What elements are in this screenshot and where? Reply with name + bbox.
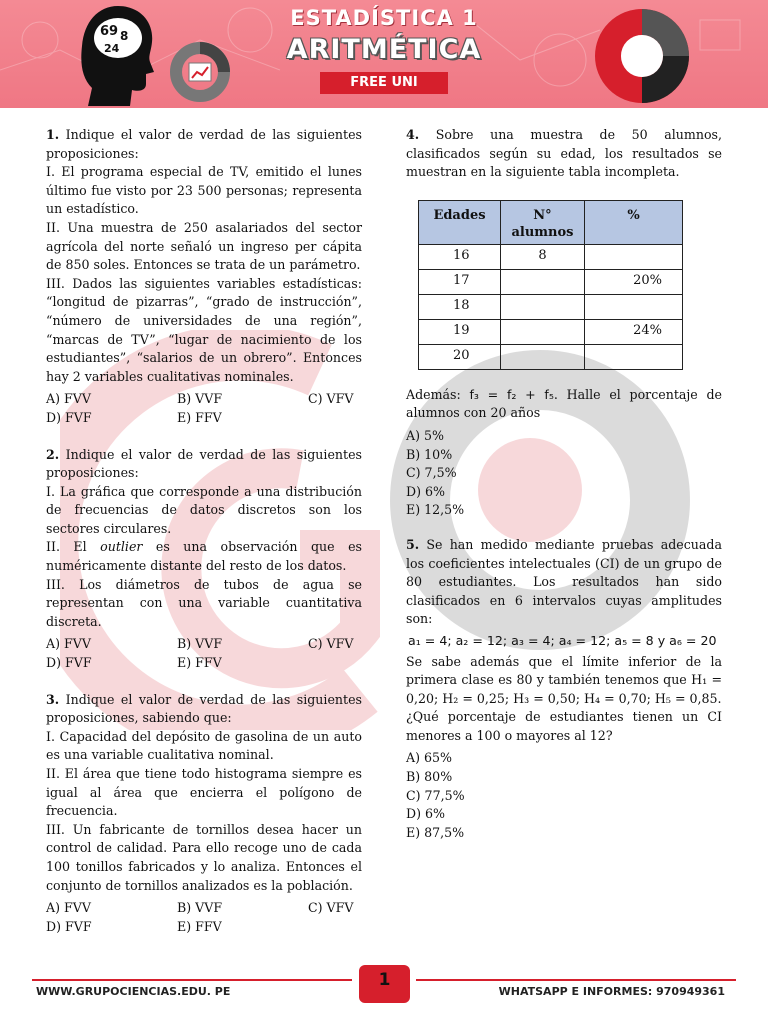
right-column bbox=[406, 126, 722, 842]
question-intro: Sobre una muestra de 50 alumnos, clasificados según su edad, los resultados se muestran en la siguiente tabla incompleta. bbox=[406, 127, 722, 180]
option-e[interactable]: E) FFV bbox=[177, 918, 222, 934]
answer-options bbox=[46, 635, 362, 672]
table-row bbox=[419, 244, 683, 269]
table-cell: 16 bbox=[419, 244, 501, 269]
option-c[interactable]: C) 77,5% bbox=[406, 787, 465, 803]
proposition-2: II. El área que tiene todo histograma siempre es igual al área que encierra el polígono de frecuencia. bbox=[46, 766, 362, 819]
question-intro: Indique el valor de verdad de las siguientes proposiciones, sabiendo que: bbox=[46, 691, 362, 726]
footer-contact: WHATSAPP E INFORMES: 970949361 bbox=[498, 985, 725, 998]
option-d[interactable]: D) FVF bbox=[46, 655, 92, 671]
column-header-edades: Edades bbox=[419, 200, 501, 244]
option-d[interactable]: D) 6% bbox=[406, 483, 445, 499]
question-statement bbox=[46, 446, 362, 483]
table-cell bbox=[585, 294, 683, 319]
question-number: 5. bbox=[406, 536, 420, 552]
option-a[interactable]: A) FVV bbox=[46, 636, 91, 652]
option-e[interactable]: E) 12,5% bbox=[406, 502, 465, 518]
table-cell bbox=[585, 344, 683, 369]
question-condition: Además: f₃ = f₂ + f₅. Halle el porcentaje de alumnos con 20 años bbox=[406, 386, 722, 421]
option-e[interactable]: E) 87,5% bbox=[406, 824, 465, 840]
option-c[interactable]: C) VFV bbox=[308, 636, 354, 652]
question-statement bbox=[46, 126, 362, 163]
question-number: 3. bbox=[46, 691, 60, 707]
proposition-2: II. Una muestra de 250 asalariados del sector agrícola del norte señaló un ingreso per cápita de 850 soles. Entonces se trata de un parámetro. bbox=[46, 219, 362, 273]
table-cell: 24% bbox=[585, 319, 683, 344]
option-b[interactable]: B) VVF bbox=[177, 636, 223, 652]
course-title: ESTADÍSTICA 1 bbox=[290, 6, 478, 30]
proposition-2: II. El outlier es una observación que es numéricamente distante del resto de los datos. bbox=[46, 539, 362, 574]
option-a[interactable]: A) FVV bbox=[46, 391, 91, 407]
option-e[interactable]: E) FFV bbox=[177, 409, 222, 425]
table-cell: 18 bbox=[419, 294, 501, 319]
table-cell: 19 bbox=[419, 319, 501, 344]
option-c[interactable]: C) VFV bbox=[308, 900, 354, 916]
question-intro: Se han medido mediante pruebas adecuada los coeficientes intelectuales (CI) de un grupo de 80 estudiantes. Los resultados han sido clasificados en 6 intervalos cuyas amplitudes son: bbox=[406, 536, 722, 627]
proposition-1: I. La gráfica que corresponde a una distribución de frecuencias de datos discretos son los sectores circulares. bbox=[46, 483, 362, 536]
question-number: 4. bbox=[406, 127, 420, 142]
svg-text:69: 69 bbox=[100, 24, 119, 39]
column-header-percent: % bbox=[585, 200, 683, 244]
option-b[interactable]: B) 80% bbox=[406, 769, 453, 785]
proposition-1: I. El programa especial de TV, emitido el lunes último fue visto por 23 500 personas; representa un estadístico. bbox=[46, 164, 362, 217]
option-d[interactable]: D) 6% bbox=[406, 806, 445, 822]
table-cell: 20% bbox=[585, 269, 683, 294]
table-cell bbox=[501, 294, 585, 319]
table-row bbox=[419, 269, 683, 294]
question-statement bbox=[46, 691, 362, 728]
column-header-alumnos: N° alumnos bbox=[501, 200, 585, 244]
proposition-3: III. Dados las siguientes variables estadísticas: “longitud de pizarras”, “grado de instrucción”, “número de universidades de una región”, “marcas de TV”, “lugar de nacimiento de los estudiantes”, “salarios de un obrero”. Entonces hay 2 variables cualitativas nominales. bbox=[46, 275, 362, 384]
header-banner bbox=[0, 0, 768, 108]
amplitudes-formula: a₁ = 4; a₂ = 12; a₃ = 4; a₄ = 12; a₅ = 8 y a₆ = 20 bbox=[408, 632, 717, 648]
condition-formula: f₃ = f₂ + f₅ bbox=[469, 386, 554, 402]
table-header-row bbox=[419, 200, 683, 244]
footer-website-link[interactable]: WWW.GRUPOCIENCIAS.EDU. PE bbox=[36, 985, 231, 998]
option-a[interactable]: A) 65% bbox=[406, 750, 453, 766]
answer-options bbox=[406, 749, 722, 842]
table-cell bbox=[501, 319, 585, 344]
question-statement bbox=[406, 126, 722, 182]
svg-text:8: 8 bbox=[120, 29, 129, 43]
answer-options bbox=[46, 390, 362, 427]
question-2 bbox=[46, 446, 362, 673]
table-row bbox=[419, 294, 683, 319]
page-number: 1 bbox=[359, 965, 410, 1003]
option-c[interactable]: C) VFV bbox=[308, 391, 354, 407]
question-4 bbox=[406, 126, 722, 520]
question-number: 1. bbox=[46, 127, 60, 142]
left-column bbox=[46, 126, 362, 936]
option-e[interactable]: E) FFV bbox=[177, 655, 222, 671]
subject-title: ARITMÉTICA bbox=[286, 34, 482, 65]
question-info: Se sabe además que el límite inferior de la primera clase es 80 y también tenemos que H₁ = 0,20; H₂ = 0,25; H₃ = 0,50; H₄ = 0,70; H₅ = 0,85. bbox=[406, 653, 722, 706]
free-uni-badge: FREE UNI bbox=[320, 72, 448, 94]
answer-options bbox=[406, 427, 722, 520]
question-statement bbox=[406, 536, 722, 629]
question-intro: Indique el valor de verdad de las siguientes proposiciones: bbox=[46, 446, 362, 481]
table-cell: 17 bbox=[419, 269, 501, 294]
proposition-1: I. Capacidad del depósito de gasolina de un auto es una variable cualitativa nominal. bbox=[46, 728, 362, 763]
option-d[interactable]: D) FVF bbox=[46, 409, 92, 425]
table-cell bbox=[501, 344, 585, 369]
proposition-3: III. Un fabricante de tornillos desea hacer un control de calidad. Para ello recoge uno de cada 100 tonillos fabricados y lo analiza. Entonces el conjunto de tornillos analizados es la población. bbox=[46, 821, 362, 893]
table-cell: 8 bbox=[501, 244, 585, 269]
footer-rule-left bbox=[32, 979, 352, 981]
answer-options bbox=[46, 899, 362, 936]
option-a[interactable]: A) 5% bbox=[406, 427, 444, 443]
option-b[interactable]: B) VVF bbox=[177, 900, 223, 916]
svg-text:24: 24 bbox=[104, 42, 120, 55]
proposition-3: III. Los diámetros de tubos de agua se representan con una variable cuantitativa discreta. bbox=[46, 576, 362, 629]
table-cell: 20 bbox=[419, 344, 501, 369]
question-3 bbox=[46, 691, 362, 937]
question-5 bbox=[406, 536, 722, 843]
option-b[interactable]: B) 10% bbox=[406, 446, 453, 462]
question-1 bbox=[46, 126, 362, 428]
table-row bbox=[419, 344, 683, 369]
table-cell bbox=[501, 269, 585, 294]
table-row bbox=[419, 319, 683, 344]
question-number: 2. bbox=[46, 446, 60, 462]
option-d[interactable]: D) FVF bbox=[46, 918, 92, 934]
table-cell bbox=[585, 244, 683, 269]
question-intro: Indique el valor de verdad de las siguientes proposiciones: bbox=[46, 127, 362, 161]
frequency-table bbox=[418, 200, 683, 370]
option-a[interactable]: A) FVV bbox=[46, 900, 91, 916]
footer-rule-right bbox=[416, 979, 736, 981]
option-b[interactable]: B) VVF bbox=[177, 391, 223, 407]
option-c[interactable]: C) 7,5% bbox=[406, 465, 457, 481]
outlier-term: outlier bbox=[100, 539, 143, 555]
donut-chart-icon bbox=[592, 6, 692, 106]
question-prompt: ¿Qué porcentaje de estudiantes tienen un CI menores a 100 o mayores al 12? bbox=[406, 709, 722, 743]
